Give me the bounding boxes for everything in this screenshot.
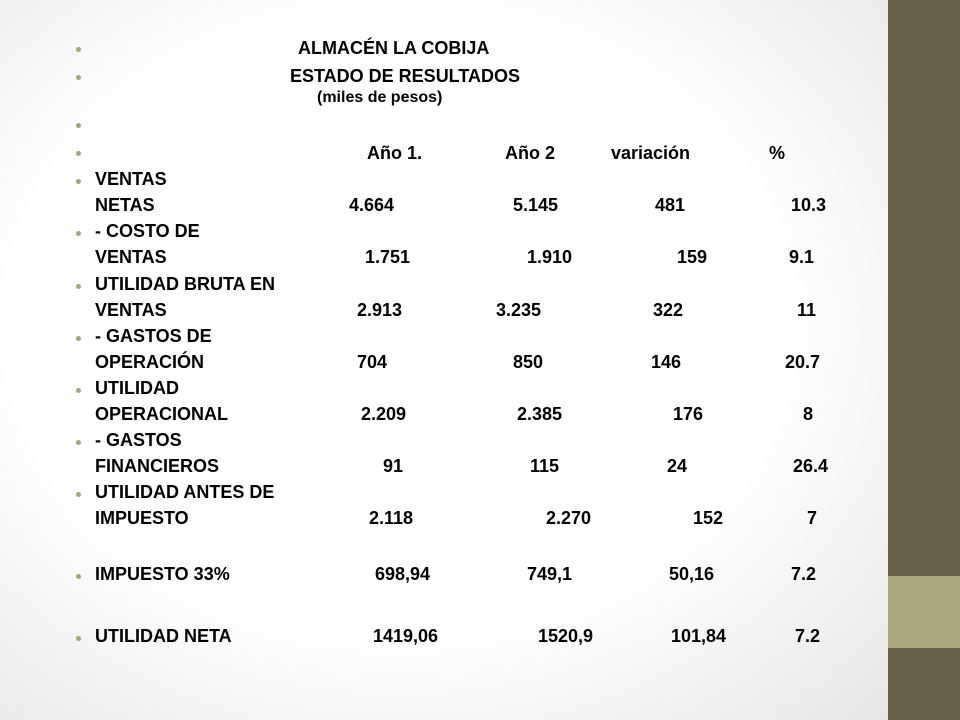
- statement-title: ESTADO DE RESULTADOS: [290, 66, 521, 86]
- row-label-line1: - GASTOS DE: [95, 326, 212, 346]
- column-header-year1: Año 1.: [367, 143, 423, 163]
- row-label-line1: UTILIDAD BRUTA EN: [95, 274, 275, 294]
- decorative-sidebar-accent: [888, 576, 960, 648]
- row-percent-value: 20.7: [785, 352, 821, 372]
- bullet-dot: [76, 574, 81, 579]
- row-label-line2: VENTAS: [95, 300, 167, 320]
- row-year2-value: 3.235: [496, 300, 542, 320]
- row-variation-value: 322: [653, 300, 684, 320]
- row-year2-value: 5.145: [513, 195, 559, 215]
- bullet-dot: [76, 231, 81, 236]
- row-percent-value: 9.1: [789, 247, 815, 267]
- bullet-dot: [76, 388, 81, 393]
- bullet-dot: [76, 47, 81, 52]
- bullet-dot: [76, 179, 81, 184]
- row-label-line2: IMPUESTO: [95, 508, 189, 528]
- row-percent-value: 8: [803, 404, 814, 424]
- company-title: ALMACÉN LA COBIJA: [298, 38, 490, 58]
- row-label-line2: OPERACIÓN: [95, 352, 205, 372]
- column-header-year2: Año 2: [505, 143, 556, 163]
- bullet-dot: [76, 75, 81, 80]
- row-percent-value: 7: [807, 508, 818, 528]
- bullet-dot: [76, 440, 81, 445]
- row-year1-value: 91: [383, 456, 404, 476]
- row-label-line1: - GASTOS: [95, 430, 182, 450]
- bullet-dot: [76, 492, 81, 497]
- column-header-percent: %: [769, 143, 786, 163]
- row-label-line1: UTILIDAD ANTES DE: [95, 482, 275, 502]
- row-variation-value: 152: [693, 508, 724, 528]
- row-label: IMPUESTO 33%: [95, 564, 230, 584]
- row-variation-value: 146: [651, 352, 682, 372]
- row-label-line2: OPERACIONAL: [95, 404, 229, 424]
- bullet-dot: [76, 123, 81, 128]
- row-percent-value: 11: [797, 300, 817, 320]
- row-variation-value: 176: [673, 404, 704, 424]
- row-label: UTILIDAD NETA: [95, 626, 232, 646]
- row-year1-value: 2.913: [357, 300, 403, 320]
- row-year1-value: 4.664: [349, 195, 395, 215]
- row-year2-value: 1.910: [527, 247, 573, 267]
- row-percent-value: 10.3: [791, 195, 827, 215]
- row-percent-value: 26.4: [793, 456, 829, 476]
- row-variation-value: 101,84: [671, 626, 727, 646]
- row-year1-value: 2.209: [361, 404, 407, 424]
- row-year2-value: 850: [513, 352, 544, 372]
- row-variation-value: 24: [667, 456, 688, 476]
- row-year1-value: 1.751: [365, 247, 411, 267]
- bullet-dot: [76, 336, 81, 341]
- row-year2-value: 2.270: [546, 508, 592, 528]
- row-label-line1: - COSTO DE: [95, 221, 200, 241]
- row-year2-value: 749,1: [527, 564, 573, 584]
- row-year2-value: 1520,9: [538, 626, 594, 646]
- row-label-line2: FINANCIEROS: [95, 456, 220, 476]
- bullet-dot: [76, 284, 81, 289]
- row-percent-value: 7.2: [795, 626, 821, 646]
- row-label-line1: UTILIDAD: [95, 378, 179, 398]
- row-label-line2: VENTAS: [95, 247, 167, 267]
- row-variation-value: 159: [677, 247, 708, 267]
- row-year2-value: 2.385: [517, 404, 563, 424]
- bullet-dot: [76, 636, 81, 641]
- row-year1-value: 704: [357, 352, 388, 372]
- units-note: (miles de pesos): [317, 89, 443, 106]
- row-year1-value: 1419,06: [373, 626, 439, 646]
- row-label-line1: VENTAS: [95, 169, 167, 189]
- row-label-line2: NETAS: [95, 195, 155, 215]
- bullet-dot: [76, 151, 81, 156]
- row-year2-value: 115: [530, 456, 560, 476]
- row-percent-value: 7.2: [791, 564, 817, 584]
- row-year1-value: 698,94: [375, 564, 431, 584]
- row-year1-value: 2.118: [369, 508, 414, 528]
- column-header-variation: variación: [611, 143, 691, 163]
- row-variation-value: 50,16: [669, 564, 715, 584]
- row-variation-value: 481: [655, 195, 686, 215]
